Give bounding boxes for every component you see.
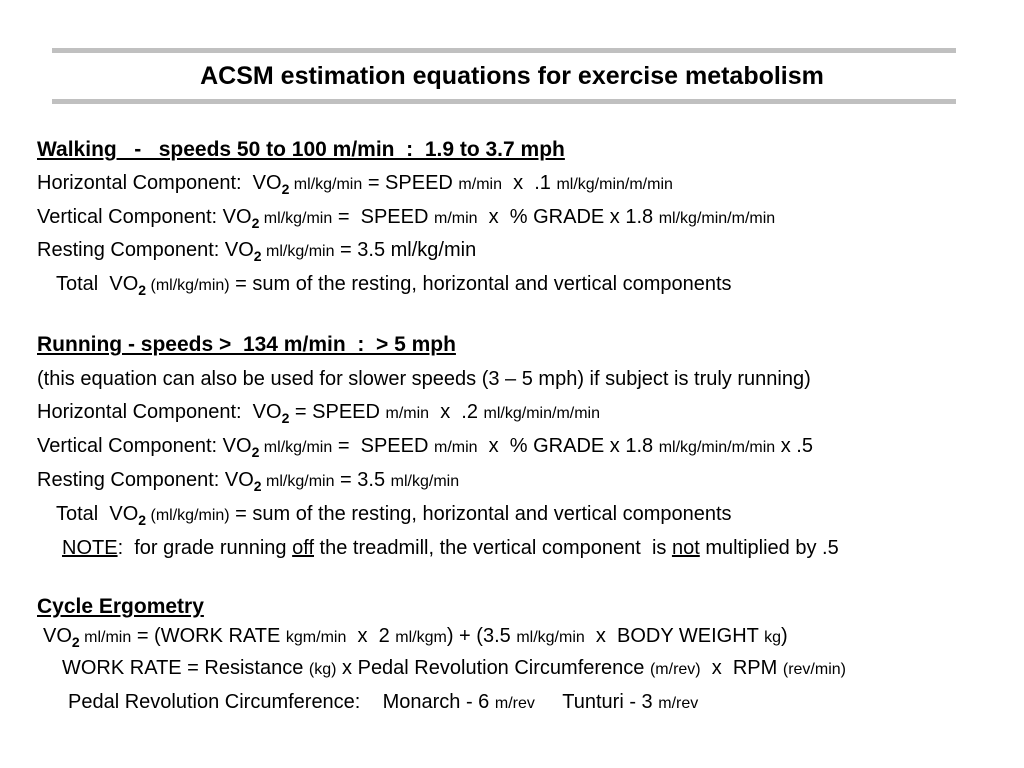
- unit: ml/kg/min: [259, 210, 333, 227]
- running-note: [62, 535, 839, 561]
- unit: m/rev: [494, 695, 535, 712]
- emphasis-off: off: [292, 537, 314, 559]
- text: : for grade running: [117, 537, 293, 559]
- unit: m/rev: [658, 695, 699, 712]
- top-rule: [52, 48, 956, 53]
- subscript: 2: [253, 478, 262, 494]
- walking-total: [56, 271, 732, 303]
- unit: ml/kg/min/m/min: [658, 210, 776, 227]
- note-label: NOTE: [62, 537, 118, 559]
- unit: m/min: [385, 405, 430, 422]
- walking-vertical: [37, 204, 775, 236]
- unit: m/min: [433, 210, 478, 227]
- unit: ml/kg/min: [259, 439, 333, 456]
- subscript: 2: [253, 248, 262, 264]
- text: x % GRADE x 1.8: [477, 206, 659, 228]
- text: Vertical Component: VO: [37, 206, 252, 228]
- text: Horizontal Component: VO: [37, 401, 282, 423]
- subscript: 2: [138, 282, 147, 298]
- text: = 3.5 ml/kg/min: [334, 239, 477, 261]
- unit: (kg): [308, 661, 337, 678]
- unit: (ml/kg/min): [146, 507, 230, 524]
- text: = SPEED: [332, 206, 434, 228]
- unit: ml/kg/min: [261, 473, 335, 490]
- text: WORK RATE = Resistance: [62, 657, 309, 679]
- running-horizontal: [37, 399, 600, 431]
- subscript: 2: [251, 444, 260, 460]
- unit: ml/kg/min/m/min: [556, 176, 673, 193]
- unit: kg: [764, 629, 781, 646]
- running-heading: Running - speeds > 134 m/min : > 5 mph: [37, 333, 456, 356]
- text: = sum of the resting, horizontal and vertical components: [229, 273, 732, 295]
- text: x % GRADE x 1.8: [477, 435, 659, 457]
- text: Vertical Component: VO: [37, 435, 252, 457]
- text: x .1: [501, 172, 557, 194]
- emphasis-not: not: [671, 537, 700, 559]
- text: ): [780, 625, 788, 647]
- text: Tunturi - 3: [534, 691, 659, 713]
- cycle-work-rate: [62, 655, 846, 683]
- unit: kgm/min: [285, 629, 347, 646]
- text: = SPEED: [362, 172, 459, 194]
- walking-horizontal: [37, 170, 673, 202]
- unit: ml/min: [79, 629, 132, 646]
- text: Total VO: [56, 273, 139, 295]
- walking-heading: Walking - speeds 50 to 100 m/min : 1.9 to 3.7 mph: [37, 138, 565, 161]
- unit: (ml/kg/min): [146, 277, 230, 294]
- text: x RPM: [700, 657, 783, 679]
- text: ) + (3.5: [446, 625, 517, 647]
- text: = (WORK RATE: [131, 625, 286, 647]
- text: = 3.5: [334, 469, 391, 491]
- running-vertical: [37, 433, 813, 465]
- text: VO: [43, 625, 72, 647]
- unit: (m/rev): [649, 661, 701, 678]
- page-title: ACSM estimation equations for exercise metabolism: [200, 62, 824, 90]
- cycle-pedal-circumference: [68, 689, 698, 717]
- unit: ml/kg/min: [289, 176, 363, 193]
- text: Total VO: [56, 503, 139, 525]
- text: x .5: [775, 435, 813, 457]
- bottom-rule: [52, 99, 956, 104]
- unit: ml/kg/min/m/min: [658, 439, 776, 456]
- text: = SPEED: [289, 401, 386, 423]
- subscript: 2: [281, 410, 290, 426]
- subscript: 2: [281, 181, 290, 197]
- walking-resting: [37, 237, 476, 269]
- text: = SPEED: [332, 435, 434, 457]
- text: Resting Component: VO: [37, 239, 254, 261]
- unit: ml/kg/min: [261, 243, 335, 260]
- running-note-line: (this equation can also be used for slower speeds (3 – 5 mph) if subject is truly running): [37, 368, 811, 390]
- text: = sum of the resting, horizontal and vertical components: [229, 503, 732, 525]
- running-total: [56, 501, 732, 533]
- text: Resting Component: VO: [37, 469, 254, 491]
- unit: m/min: [458, 176, 502, 193]
- text: x 2: [346, 625, 396, 647]
- text: x .2: [429, 401, 484, 423]
- subscript: 2: [251, 215, 260, 231]
- text: x BODY WEIGHT: [584, 625, 765, 647]
- unit: ml/kg/min: [390, 473, 460, 490]
- text: x Pedal Revolution Circumference: [336, 657, 650, 679]
- subscript: 2: [138, 512, 147, 528]
- cycle-heading: Cycle Ergometry: [37, 595, 204, 618]
- cycle-equation: [43, 623, 788, 655]
- text: the treadmill, the vertical component is: [314, 537, 672, 559]
- text: multiplied by .5: [699, 537, 839, 559]
- text: Pedal Revolution Circumference: Monarch - 6: [68, 691, 495, 713]
- subscript: 2: [71, 634, 80, 650]
- unit: m/min: [433, 439, 478, 456]
- unit: ml/kgm: [395, 629, 447, 646]
- unit: ml/kg/min: [516, 629, 585, 646]
- text: Horizontal Component: VO: [37, 172, 282, 194]
- running-resting: [37, 467, 459, 499]
- unit: ml/kg/min/m/min: [483, 405, 600, 422]
- unit: (rev/min): [782, 661, 846, 678]
